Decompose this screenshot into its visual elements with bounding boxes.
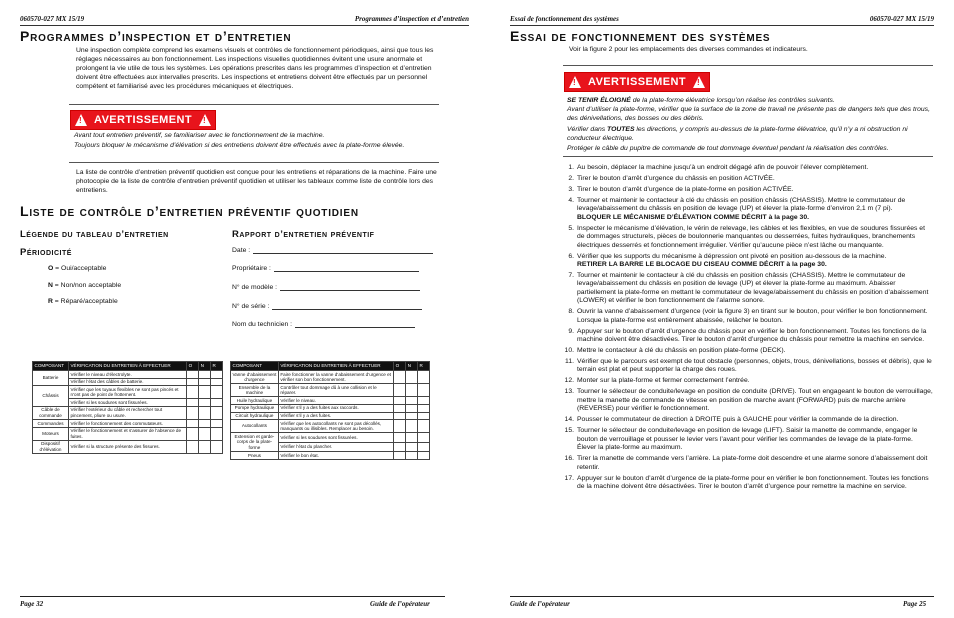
step-number: 10. [564,347,574,355]
component-cell: Câble de commande [33,406,69,419]
checkbox-cell-r[interactable] [418,420,430,433]
checkbox-cell-n[interactable] [406,452,418,460]
report-field-date: Date : [232,247,433,254]
checkbox-cell-r[interactable] [211,427,223,440]
list-item [563,455,933,472]
check-cell: Vérifier le fonctionnement et s’assurer de l’absence de fuites. [68,427,186,440]
checkbox-cell-n[interactable] [199,427,211,440]
step-text: Mettre le contacteur à clé du châssis en position plate-forme (DECK). [577,347,786,355]
check-cell: Vérifier l’extérieur du câble et rechercher tout pincement, pliure ou usure. [68,406,186,419]
right-header-doc-id: 060570-027 MX 15/19 [869,15,934,23]
check-cell: Vérifier que les tuyaux flexibles ne sont pas pincés et n’ont pas de point de frottement. [68,386,186,399]
report-title: Rapport d’entretien préventif [232,229,375,240]
step-text: Tourner le sélecteur de conduite/levage en position de conduite (DRIVE). Tout en engageant le bouton de verrouillage, mettre la manette de commande de vitesse en position de marche avant (FORWARD) puis de marche arrière (REVERSE) pour vérifier le fonctionnement. [577,388,933,413]
list-item [563,164,933,172]
list-item [563,347,933,355]
test-steps-list [563,164,933,494]
check-cell: Vérifier le niveau d’électrolyte. [68,371,186,379]
left-warning-banner [70,110,216,130]
checkbox-cell-o[interactable] [394,371,406,384]
checkbox-cell-n[interactable] [406,412,418,420]
checkbox-cell-o[interactable] [187,440,199,453]
checklist-table-2 [230,361,430,460]
component-cell: Huile hydraulique [231,397,279,405]
check-cell: Vérifier si la structure présente des fissures. [68,440,186,453]
component-cell: Dispositif d’élévation [33,440,69,453]
serial-blank-line[interactable] [272,303,422,310]
checklist-table-1 [32,361,223,454]
left-footer-guide: Guide de l’opérateur [370,600,430,608]
checkbox-cell-n[interactable] [406,397,418,405]
checkbox-cell-n[interactable] [406,404,418,412]
checkbox-cell-o[interactable] [187,427,199,440]
checklist-paragraph: La liste de contrôle d’entretien préventif quotidien est conçue pour les entretiens et réparations de la machine. Faire une photocopie de la liste de contrôle d’entretien préventif quotidien et utiliser les tableaux comme liste de contrôle lors des entretiens. [76,169,437,194]
check-cell: Vérifier l’état du plancher. [278,442,393,451]
checkbox-cell-r[interactable] [211,399,223,407]
component-cell: Autocollants [231,420,279,433]
right-footer-rule [510,596,934,597]
legend-title: Légende du tableau d’entretien [20,229,169,240]
checkbox-cell-r[interactable] [418,442,430,451]
checkbox-cell-r[interactable] [418,397,430,405]
warning-triangle-icon: ! [693,76,705,88]
warning-top-rule [69,104,439,105]
left-header-section: Programmes d’inspection et d’entretien [354,15,469,23]
checkbox-cell-r[interactable] [211,420,223,428]
checkbox-cell-o[interactable] [187,378,199,386]
checkbox-cell-n[interactable] [406,442,418,451]
list-item [563,377,933,385]
col-o: O [394,362,406,371]
table-row [33,386,223,399]
component-cell: Extension et garde-corps de la plate-forme [231,433,279,452]
warning-triangle-icon: ! [199,114,211,126]
checkbox-cell-r[interactable] [211,378,223,386]
step-number: 13. [564,388,574,396]
table-row [231,412,430,420]
check-cell: Vérifier le fonctionnement des commutateurs. [68,420,186,428]
checkbox-cell-n[interactable] [406,420,418,433]
right-warning-banner [564,72,710,92]
left-warning-text-1: Avant tout entretien préventif, se familiariser avec le fonctionnement de la machine. [74,132,325,139]
right-warning-line-4: Protéger le câble du pupitre de commande de tout dommage éventuel pendant la réalisation des contrôles. [567,145,889,152]
step-number: 12. [564,377,574,385]
check-cell: Vérifier s’il y a des fuites. [278,412,393,420]
step-number: 15. [564,427,574,435]
checkbox-cell-r[interactable] [418,404,430,412]
table-row [231,384,430,397]
step-number: 1. [568,164,574,171]
list-item [563,416,933,424]
right-header-rule [510,25,934,26]
report-field-owner: Propriétaire : [232,265,419,272]
step-text: Tourner et maintenir le contacteur à clé du châssis en position châssis (CHASSIS). Mettre le commutateur de levage/abaissement du châssis en position de levage (UP) et élever la plate-forme au maximum. Abaisser partiellement la plate-forme en mettant le commutateur de levage/abaissement du châssis en position d’abaissement (LOWER) et vérifier le bon fonctionnement de l’alarme sonore. [577,272,929,305]
checkbox-cell-n[interactable] [406,371,418,384]
step-text: Vérifier que le parcours est exempt de tout obstacle (personnes, objets, trous, dénivellations, bosses et débris), que le terrain est plat et peut supporter la charge des roues. [577,358,932,374]
date-blank-line[interactable] [253,247,433,254]
table-row [33,440,223,453]
report-field-model: N° de modèle : [232,284,420,291]
list-item [563,427,933,452]
left-footer-rule [20,596,445,597]
check-cell: Faire fonctionner la vanne d’abaissement d’urgence et vérifier son bon fonctionnement. [278,371,393,384]
checkbox-cell-n[interactable] [199,378,211,386]
checkbox-cell-o[interactable] [394,404,406,412]
checkbox-cell-o[interactable] [394,384,406,397]
step-text: Tourner et maintenir le contacteur à clé du châssis en position châssis (CHASSIS). Mettre le commutateur de levage/abaissement du châssis en position de levage (UP) et élever la plate-forme d’environ 2,1 m (7 pi). [577,197,906,213]
col-component: COMPOSANT [231,362,279,371]
right-intro: Voir la figure 2 pour les emplacements des diverses commandes et indicateurs. [569,46,808,53]
list-item [563,388,933,413]
checkbox-cell-o[interactable] [394,433,406,442]
col-n: N [406,362,418,371]
right-header-section: Essai de fonctionnement des systèmes [510,15,619,23]
component-cell: Ensemble de la machine [231,384,279,397]
col-check: VÉRIFICATION DU ENTRETIEN À EFFECTUER [278,362,393,371]
step-text: Ouvrir la vanne d’abaissement d’urgence (voir la figure 3) en tirant sur le bouton, pour vérifier le bon fonctionnement. Lorsque la plate-forme est entièrement abaissée, relâcher le bouton. [577,308,928,324]
checkbox-cell-r[interactable] [211,406,223,419]
component-cell: Circuit hydraulique [231,412,279,420]
step-number: 14. [564,416,574,424]
checkbox-cell-n[interactable] [406,384,418,397]
step-number: 16. [564,455,574,463]
checkbox-cell-n[interactable] [199,371,211,379]
technician-blank-line[interactable] [295,321,415,328]
checkbox-cell-o[interactable] [187,406,199,419]
check-cell: Vérifier le niveau. [278,397,393,405]
col-r: R [211,362,223,371]
table-row [33,406,223,419]
checkbox-cell-o[interactable] [187,420,199,428]
step-text: Pousser le commutateur de direction à DROITE puis à GAUCHE pour vérifier la commande de la direction. [577,416,899,424]
warning-triangle-icon: ! [75,114,87,126]
warning-triangle-icon: ! [569,76,581,88]
step-number: 17. [564,474,574,482]
table-row [231,404,430,412]
checkbox-cell-r[interactable] [418,433,430,442]
table-row [231,433,430,442]
check-cell: Contrôler tout dommage dû à une collision et le réparer. [278,384,393,397]
component-cell: Commandes [33,420,69,428]
check-cell: Vérifier le bon état. [278,452,393,460]
checkbox-cell-n[interactable] [199,399,211,407]
left-page-number: Page 32 [20,600,44,608]
checkbox-cell-o[interactable] [394,397,406,405]
component-cell: Châssis [33,386,69,407]
list-item [563,186,933,194]
step-bold-note: RETIRER LA BARRE LE BLOCAGE DU CISEAU COMME DÉCRIT à la page 30. [577,261,827,269]
checklist-section-title: Liste de contrôle d’entretien préventif quotidien [20,203,359,219]
checkbox-cell-o[interactable] [394,452,406,460]
list-item [563,225,933,250]
checkbox-cell-o[interactable] [187,371,199,379]
left-intro-paragraph: Une inspection complète comprend les examens visuels et contrôles de fonctionnement périodiques, ainsi que tous les réglages nécessaires au bon fonctionnement. Les inspections visuelles quotidiennes évitent une usure anormale et prolongent la vie utile de tous les systèmes. Les opérations prescrites dans les programmes d’inspection et d’entretien doivent être effectuées aux intervalles prescrits. Les inspections et entretiens doivent être effectués par un personnel compétent et familiarisé avec les procédures mécaniques et électriques. [76,47,434,90]
left-page-title: Programmes d’inspection et d’entretien [20,28,292,44]
model-blank-line[interactable] [280,284,420,291]
checkbox-cell-o[interactable] [394,412,406,420]
checkbox-cell-r[interactable] [418,412,430,420]
step-text: Appuyer sur le bouton d’arrêt d’urgence de la plate-forme pour en vérifier le bon fonctionnement. Toutes les fonctions de la machine doivent être désactivées. Tirer le bouton d’arrêt d’urgence pour remettre la machine en service. [577,474,929,490]
table-row [231,420,430,433]
col-check: VÉRIFICATION DU ENTRETIEN À EFFECTUER [68,362,186,371]
step-text: Tirer le bouton d’arrêt d’urgence du châssis en position ACTIVÉE. [577,175,775,182]
right-warning-line-3: Vérifier dans TOUTES les directions, y compris au-dessus de la plate-forme élévatrice, qu’il n’y a ni obstruction ni conducteur électrique. [567,126,908,142]
list-item [563,475,933,492]
left-warning-text-2: Toujours bloquer le mécanisme d’élévation si des entretiens doivent être effectués avec la plate-forme élevée. [74,142,405,149]
list-item [563,197,933,222]
step-text: Au besoin, déplacer la machine jusqu’à un endroit dégagé afin de pouvoir l’élever complètement. [577,164,869,171]
table-row [231,371,430,384]
col-r: R [418,362,430,371]
table-row [33,371,223,379]
checkbox-cell-o[interactable] [187,386,199,399]
step-number: 4. [568,197,574,204]
owner-blank-line[interactable] [274,265,419,272]
step-text: Appuyer sur le bouton d’arrêt d’urgence du châssis pour en vérifier le bon fonctionnement. Toutes les fonctions de la machine doivent être désactivées. Tirer le bouton d’arrêt d’urgence du châssis pour remettre la machine en service. [577,327,927,344]
checkbox-cell-o[interactable] [394,442,406,451]
component-cell: Batterie [33,371,69,386]
list-item [563,328,933,345]
right-warning-line-1: SE TENIR ÉLOIGNÉ de la plate-forme élévatrice lorsqu’on réalise les contrôles suivants. [567,97,835,104]
right-page-number: Page 25 [903,600,927,608]
checkbox-cell-n[interactable] [406,433,418,442]
report-field-serial: N° de série : [232,303,422,310]
checkbox-cell-r[interactable] [418,384,430,397]
checkbox-cell-n[interactable] [199,406,211,419]
right-footer-guide: Guide de l’opérateur [510,600,570,608]
step-number: 8. [568,308,574,316]
checkbox-cell-r[interactable] [211,440,223,453]
checkbox-cell-r[interactable] [418,452,430,460]
step-number: 6. [568,252,574,260]
component-cell: Pneus [231,452,279,460]
legend-item-o: O = Oui/acceptable [48,265,107,272]
checkbox-cell-r[interactable] [211,386,223,399]
check-cell: Vérifier s’il y a des fuites aux raccords. [278,404,393,412]
list-item [563,253,933,270]
right-warning-top-rule [563,65,933,66]
step-number: 7. [568,272,574,280]
left-header-doc-id: 060570-027 MX 15/19 [20,15,85,23]
checkbox-cell-r[interactable] [211,371,223,379]
table-row [33,427,223,440]
step-bold-note: BLOQUER LE MÉCANISME D’ÉLÉVATION COMME DÉCRIT à la page 30. [577,213,809,221]
periodicity-title: Périodicité [20,247,72,258]
warning-label: AVERTISSEMENT [588,76,686,88]
component-cell: Moteurs [33,427,69,440]
left-header-rule [20,25,469,26]
step-number: 3. [568,186,574,193]
checkbox-cell-n[interactable] [199,420,211,428]
step-number: 2. [568,175,574,182]
col-component: COMPOSANT [33,362,69,371]
checkbox-cell-o[interactable] [394,420,406,433]
list-item [563,272,933,306]
check-cell: Vérifier que les autocollants ne sont pas décollés, manquants ou illisibles. Remplacer au besoin. [278,420,393,433]
table-row [231,452,430,460]
right-warning-bottom-rule [563,156,933,157]
checkbox-cell-o[interactable] [187,399,199,407]
right-warning-line-2: Avant d’utiliser la plate-forme, vérifier que la surface de la zone de travail ne présente pas de dangers tels que des trous, des dénivellations, des bosses ou des débris. [567,106,930,122]
component-cell: Vanne d’abaissement d’urgence [231,371,279,384]
check-cell: Vérifier l’état des câbles de batterie. [68,378,186,386]
report-field-technician: Nom du technicien : [232,321,415,328]
legend-item-r: R = Réparé/acceptable [48,298,118,305]
step-text: Monter sur la plate-forme et fermer correctement l’entrée. [577,377,750,385]
check-cell: Vérifier si les soudures sont fissurées. [68,399,186,407]
legend-item-n: N = Non/non acceptable [48,282,122,289]
step-text: Tirer la manette de commande vers l’arrière. La plate-forme doit descendre et une alarme sonore d’abaissement doit retentir. [577,455,928,471]
warning-bottom-rule [69,162,439,163]
right-page [477,0,954,618]
step-text: Inspecter le mécanisme d’élévation, le vérin de relevage, les câbles et les flexibles, en vue de soudures fissurées et de dommages structurels, pièces de boulonnerie manquantes ou desserrées, fuites hydrauliques, branchements électriques desserrés et fonctionnement irrégulier. Vérifier qu’aucune pièce n’est lâche ou manquante. [577,224,925,249]
step-text: Tirer le bouton d’arrêt d’urgence de la plate-forme en position ACTIVÉE. [577,186,794,193]
col-n: N [199,362,211,371]
list-item [563,175,933,183]
step-number: 5. [568,224,574,232]
checkbox-cell-n[interactable] [199,386,211,399]
checkbox-cell-r[interactable] [418,371,430,384]
list-item [563,358,933,375]
step-number: 11. [565,358,574,366]
component-cell: Pompe hydraulique [231,404,279,412]
warning-label: AVERTISSEMENT [94,114,192,126]
right-page-title: Essai de fonctionnement des systèmes [510,28,771,44]
step-text: Vérifier que les supports du mécanisme à dépression ont pivoté en position au-dessous de la machine. [577,252,887,260]
check-cell: Vérifier si les soudures sont fissurées. [278,433,393,442]
checkbox-cell-n[interactable] [199,440,211,453]
step-text: Tourner le sélecteur de conduite/levage en position de levage (LIFT). Saisir la manette de commande, engager le bouton de verrouillage et pousser le levier vers l’avant pour vérifier les commandes de levage de la plate-forme. Élever la plate-forme au maximum. [577,427,918,452]
table-row [33,420,223,428]
table-row [231,397,430,405]
col-o: O [187,362,199,371]
step-number: 9. [568,327,574,335]
list-item [563,308,933,325]
